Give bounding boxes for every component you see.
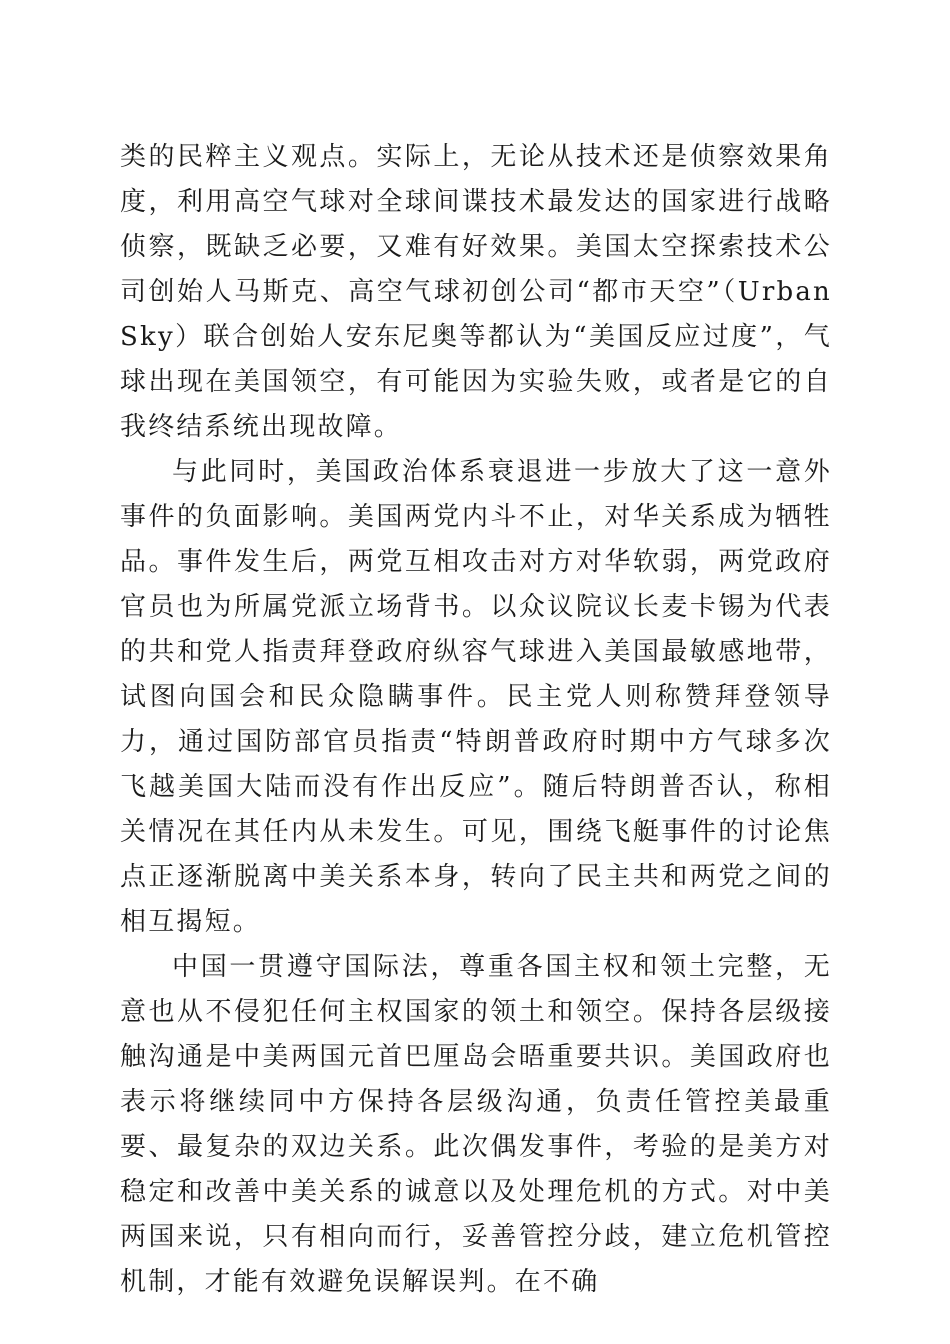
paragraph-china-position: 中国一贯遵守国际法，尊重各国主权和领土完整，无意也从不侵犯任何主权国家的领土和领空。保持各层级接触沟通是中美两国元首巴厘岛会晤重要共识。美国政府也表示将继续同中方保持各层级沟通，负责任管控美最重要、最复杂的双边关系。此次偶发事件，考验的是美方对稳定和改善中美关系的诚意以及处理危机的方式。对中美两国来说，只有相向而行，妥善管控分歧，建立危机管控机制，才能有效避免误解误判。在不确 <box>120 952 832 1297</box>
paragraph-continuation: 类的民粹主义观点。实际上，无论从技术还是侦察效果角度，利用高空气球对全球间谍技术最发达的国家进行战略侦察，既缺乏必要，又难有好效果。美国太空探索技术公司创始人马斯克、高空气球初创公司“都市天空”（UrbanSky）联合创始人安东尼奥等都认为“美国反应过度”，气球出现在美国领空，有可能因为实验失败，或者是它的自我终结系统出现故障。 <box>120 142 832 442</box>
document-body <box>120 135 832 1305</box>
paragraph-political-system: 与此同时，美国政治体系衰退进一步放大了这一意外事件的负面影响。美国两党内斗不止，对华关系成为牺牲品。事件发生后，两党互相攻击对方对华软弱，两党政府官员也为所属党派立场背书。以众议院议长麦卡锡为代表的共和党人指责拜登政府纵容气球进入美国最敏感地带，试图向国会和民众隐瞒事件。民主党人则称赞拜登领导力，通过国防部官员指责“特朗普政府时期中方气球多次飞越美国大陆而没有作出反应”。随后特朗普否认，称相关情况在其任内从未发生。可见，围绕飞艇事件的讨论焦点正逐渐脱离中美关系本身，转向了民主共和两党之间的相互揭短。 <box>120 457 832 937</box>
